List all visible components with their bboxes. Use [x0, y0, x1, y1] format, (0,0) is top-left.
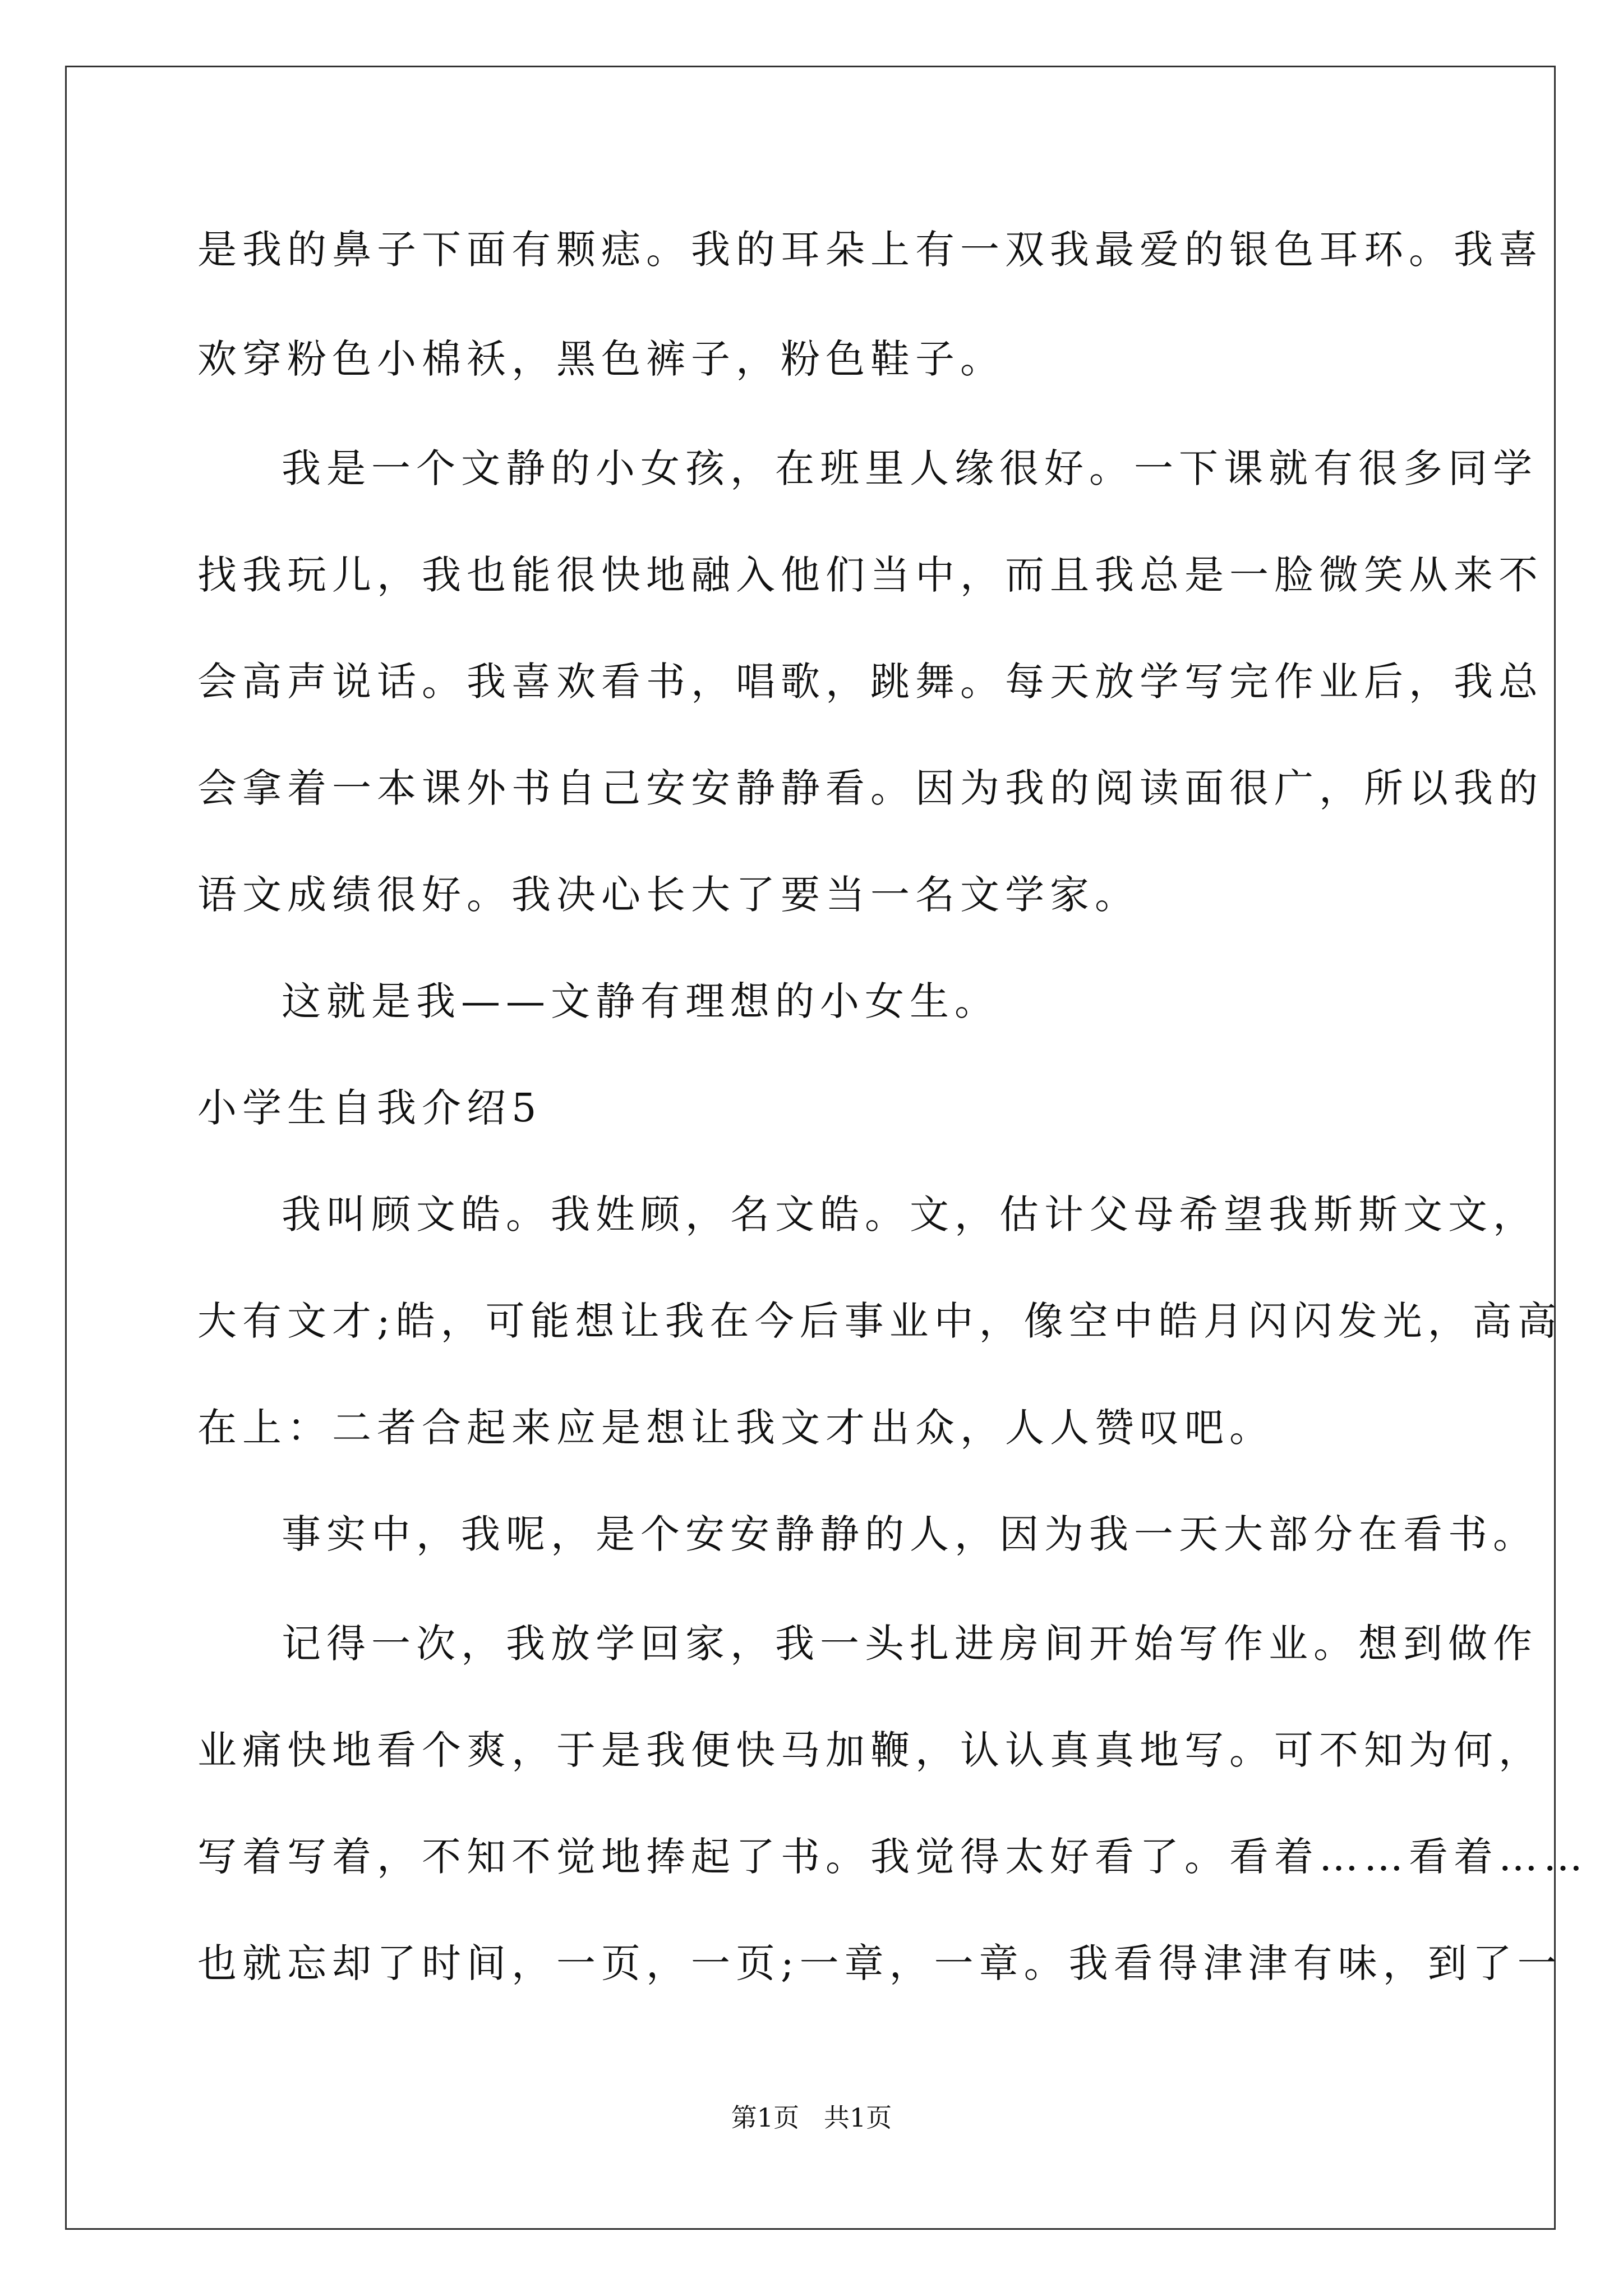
text-line: 写着写着，不知不觉地捧起了书。我觉得太好看了。看着……看着…… — [197, 1834, 1588, 1880]
text-line: 会高声说话。我喜欢看书，唱歌，跳舞。每天放学写完作业后，我总 — [197, 659, 1543, 705]
text-line: 大有文才;皓，可能想让我在今后事业中，像空中皓月闪闪发光，高高 — [197, 1298, 1562, 1344]
text-line: 是我的鼻子下面有颗痣。我的耳朵上有一双我最爱的银色耳环。我喜 — [197, 227, 1543, 273]
page-footer: 第1页 共1页 — [731, 2102, 892, 2133]
paragraph-first-line: 我叫顾文皓。我姓顾，名文皓。文，估计父母希望我斯斯文文， — [282, 1191, 1538, 1237]
text-line: 在上：二者合起来应是想让我文才出众，人人赞叹吧。 — [197, 1405, 1274, 1451]
paragraph-first-line: 这就是我——文静有理想的小女生。 — [282, 978, 999, 1024]
paragraph-first-line: 记得一次，我放学回家，我一头扎进房间开始写作业。想到做作 — [282, 1621, 1538, 1667]
section-heading: 小学生自我介绍5 — [197, 1085, 542, 1131]
paragraph-first-line: 事实中，我呢，是个安安静静的人，因为我一天大部分在看书。 — [282, 1511, 1538, 1557]
text-line: 也就忘却了时间，一页，一页;一章，一章。我看得津津有味，到了一 — [197, 1940, 1562, 1986]
text-line: 找我玩儿，我也能很快地融入他们当中，而且我总是一脸微笑从来不 — [197, 552, 1543, 598]
text-line: 会拿着一本课外书自己安安静静看。因为我的阅读面很广，所以我的 — [197, 765, 1543, 811]
text-line: 业痛快地看个爽，于是我便快马加鞭，认认真真地写。可不知为何， — [197, 1727, 1543, 1773]
text-line: 语文成绩很好。我决心长大了要当一名文学家。 — [197, 872, 1140, 918]
paragraph-first-line: 我是一个文静的小女孩，在班里人缘很好。一下课就有很多同学 — [282, 445, 1538, 491]
page-frame — [65, 66, 1556, 2230]
text-line: 欢穿粉色小棉袄，黑色裤子，粉色鞋子。 — [197, 336, 1005, 382]
